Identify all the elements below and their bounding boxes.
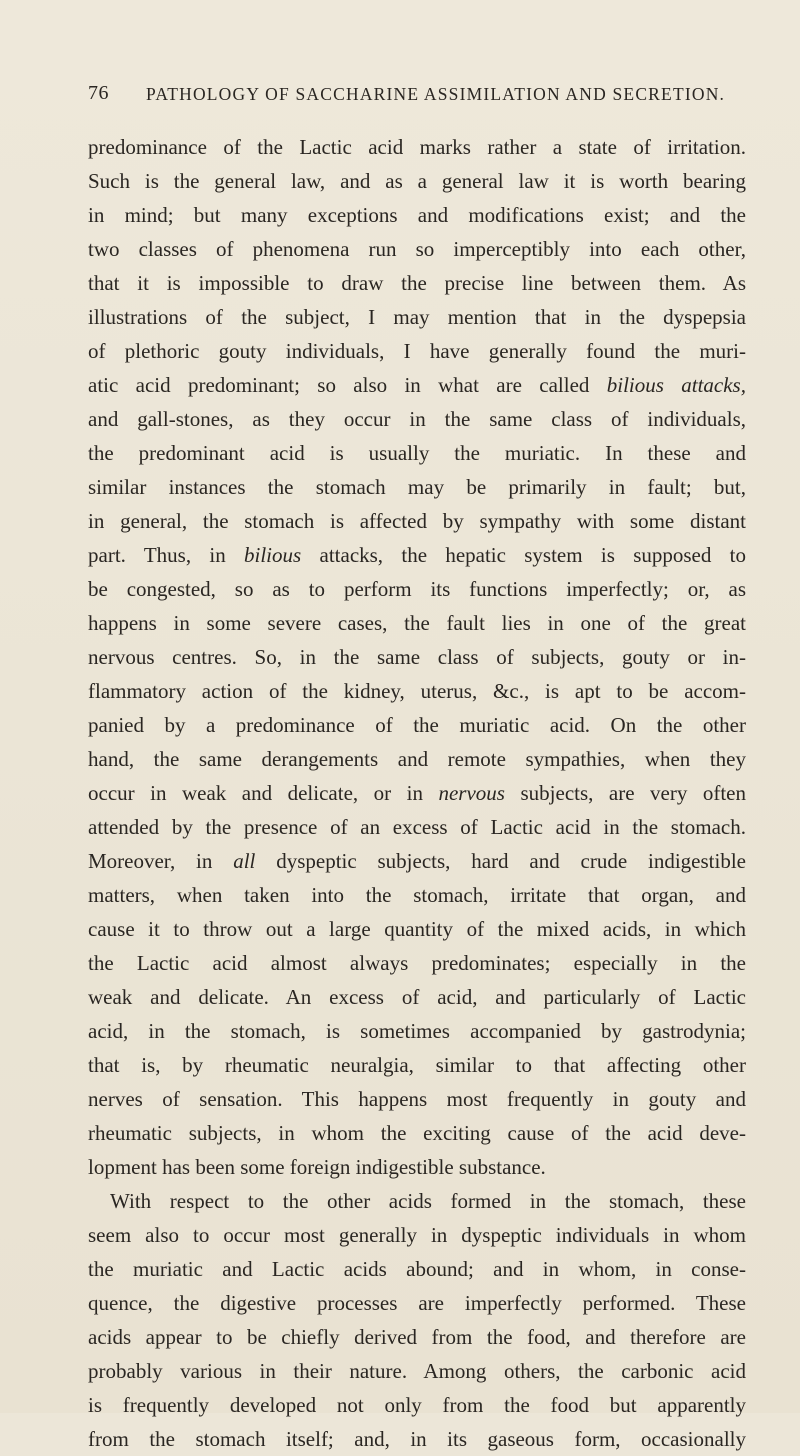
text-run: Moreover, in	[88, 849, 234, 873]
text-run: occur in weak and delicate, or in	[88, 781, 439, 805]
text-line: cause it to throw out a large quantity of the mixed acids, in which	[88, 917, 746, 941]
text-line: acids appear to be chiefly derived from the food, and therefore are	[88, 1325, 746, 1349]
running-head	[88, 82, 748, 112]
text-line: and gall-stones, as they occur in the same class of individuals,	[88, 407, 746, 431]
text-line: happens in some severe cases, the fault lies in one of the great	[88, 611, 746, 635]
italic-text-run: nervous	[438, 781, 505, 805]
text-line: quence, the digestive processes are imperfectly performed. These	[88, 1291, 746, 1315]
text-line: seem also to occur most generally in dyspeptic individuals in whom	[88, 1223, 746, 1247]
text-line: in general, the stomach is affected by sympathy with some distant	[88, 509, 746, 533]
text-line	[88, 776, 746, 810]
italic-text-run: bilious	[244, 543, 302, 567]
text-line: probably various in their nature. Among others, the carbonic acid	[88, 1359, 746, 1383]
text-run: part. Thus, in	[88, 543, 245, 567]
text-line: panied by a predominance of the muriatic acid. On the other	[88, 713, 746, 737]
text-line: from the stomach itself; and, in its gaseous form, occasionally	[88, 1427, 746, 1451]
text-line: flammatory action of the kidney, uterus, &c., is apt to be accom-	[88, 679, 746, 703]
text-line: predominance of the Lactic acid marks rather a state of irritation.	[88, 135, 746, 159]
text-line: With respect to the other acids formed in the stomach, these	[110, 1189, 746, 1213]
text-line: Such is the general law, and as a general law it is worth bearing	[88, 169, 746, 193]
text-line: matters, when taken into the stomach, irritate that organ, and	[88, 883, 746, 907]
text-line: that it is impossible to draw the precise line between them. As	[88, 271, 746, 295]
text-run: dyspeptic subjects, hard and crude indigestible	[255, 849, 746, 873]
text-line: acid, in the stomach, is sometimes accompanied by gastrodynia;	[88, 1019, 746, 1043]
text-line: that is, by rheumatic neuralgia, similar to that affecting other	[88, 1053, 746, 1077]
text-line: illustrations of the subject, I may mention that in the dyspepsia	[88, 305, 746, 329]
body-text	[88, 130, 746, 1456]
text-line: is frequently developed not only from the food but apparently	[88, 1393, 746, 1417]
text-line	[88, 844, 746, 878]
text-line	[88, 368, 746, 402]
text-line: the Lactic acid almost always predominates; especially in the	[88, 951, 746, 975]
text-line: hand, the same derangements and remote sympathies, when they	[88, 747, 746, 771]
page-number: 76	[88, 82, 109, 104]
text-line	[88, 538, 746, 572]
text-line: in mind; but many exceptions and modifications exist; and the	[88, 203, 746, 227]
text-line: attended by the presence of an excess of Lactic acid in the stomach.	[88, 815, 746, 839]
text-line: lopment has been some foreign indigestible substance.	[88, 1155, 546, 1179]
text-run: atic acid predominant; so also in what are called	[88, 373, 607, 397]
text-line: rheumatic subjects, in whom the exciting cause of the acid deve-	[88, 1121, 746, 1145]
text-line: of plethoric gouty individuals, I have generally found the muri-	[88, 339, 746, 363]
text-run: subjects, are very often	[504, 781, 746, 805]
text-line: the predominant acid is usually the muriatic. In these and	[88, 441, 746, 465]
running-head-title: PATHOLOGY OF SACCHARINE ASSIMILATION AND SECRETION.	[146, 84, 726, 104]
text-run: attacks, the hepatic system is supposed to	[301, 543, 746, 567]
text-line: be congested, so as to perform its functions imperfectly; or, as	[88, 577, 746, 601]
text-line: the muriatic and Lactic acids abound; and in whom, in conse-	[88, 1257, 746, 1281]
text-line: weak and delicate. An excess of acid, and particularly of Lactic	[88, 985, 746, 1009]
italic-text-run: bilious attacks,	[606, 373, 746, 397]
text-line: two classes of phenomena run so imperceptibly into each other,	[88, 237, 746, 261]
text-line: nerves of sensation. This happens most frequently in gouty and	[88, 1087, 746, 1111]
italic-text-run: all	[233, 849, 256, 873]
text-line: nervous centres. So, in the same class of subjects, gouty or in-	[88, 645, 746, 669]
text-line: similar instances the stomach may be primarily in fault; but,	[88, 475, 746, 499]
